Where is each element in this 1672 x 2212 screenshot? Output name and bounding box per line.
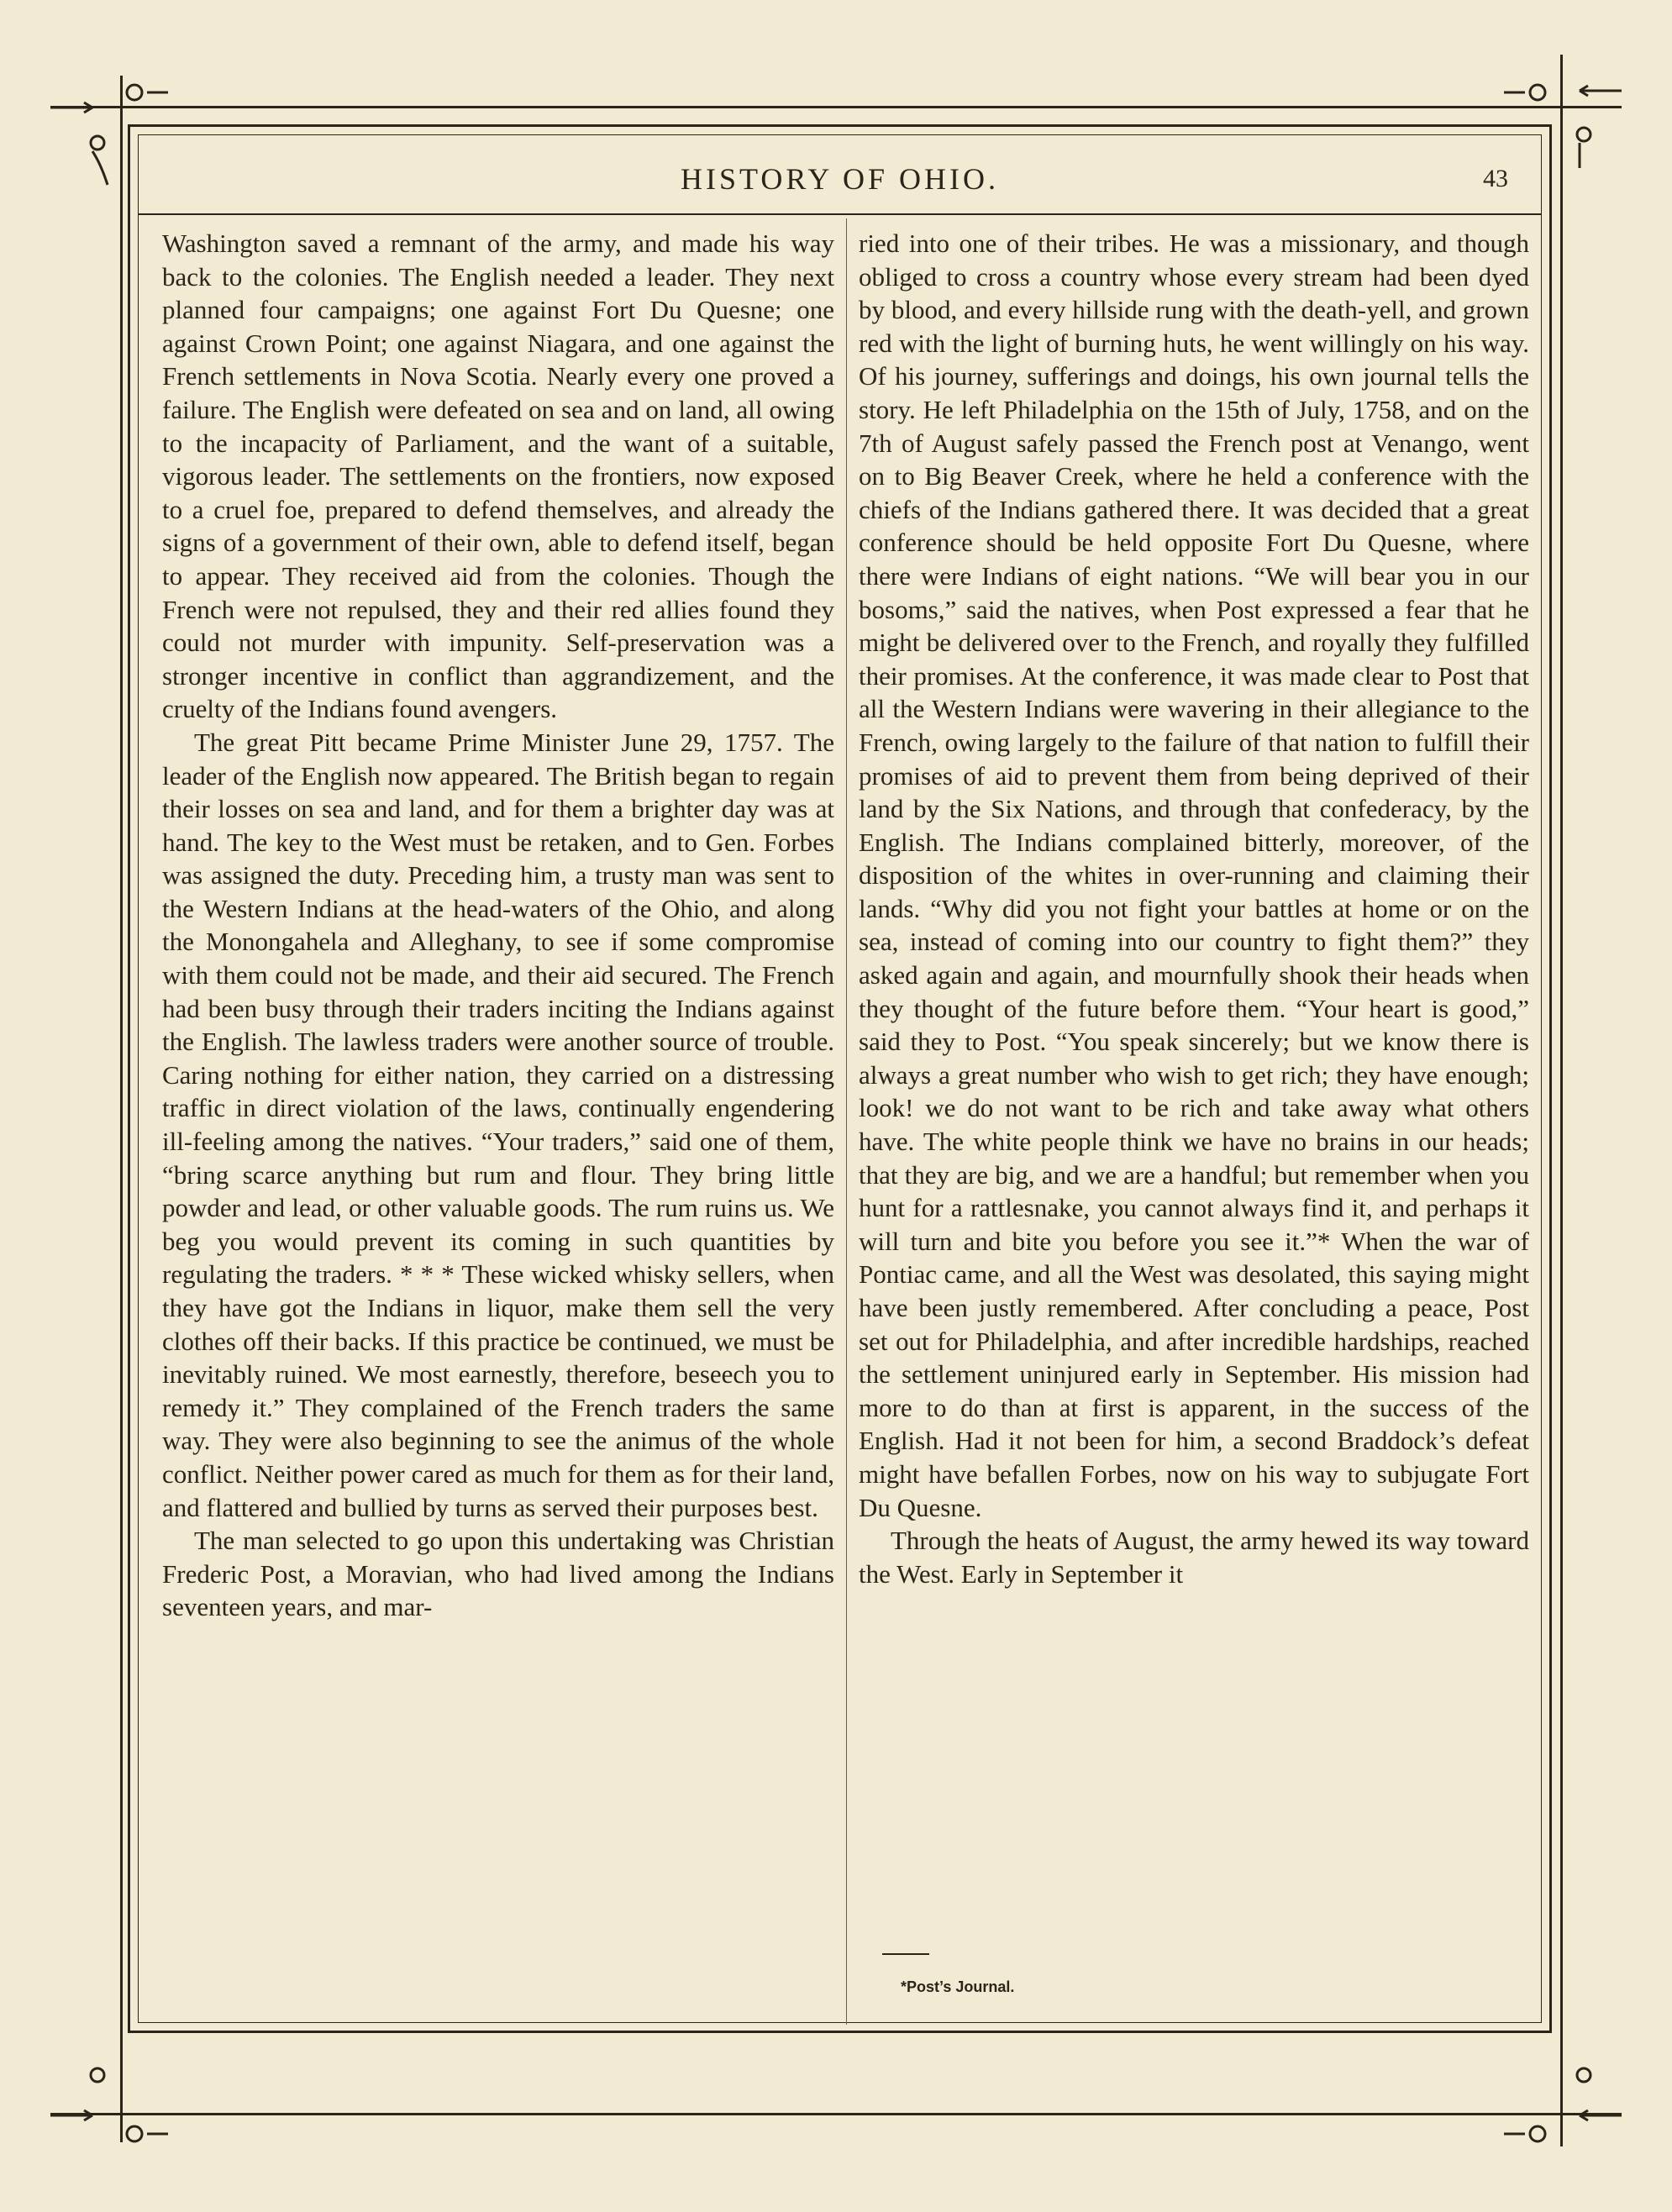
- top-border-rule: [50, 106, 1622, 108]
- running-title: HISTORY OF OHIO.: [680, 162, 1000, 196]
- header-rule: [138, 213, 1542, 215]
- right-column: [859, 227, 1529, 2025]
- footnote-rule: [882, 1953, 929, 1955]
- corner-ornament-icon: [1504, 42, 1630, 168]
- bottom-border-rule: [50, 2113, 1622, 2115]
- paragraph: The great Pitt became Prime Minister June 29, 1757. The leader of the English now appeared. The British began to regain their losses on sea and land, and for them a brighter day was at hand. The key to the West must be retaken, and to Gen. Forbes was assigned the duty. Preceding him, a trusty man was sent to the Western Indians at the head-waters of the Ohio, and along the Monongahela and Alleghany, to see if some compromise with them could not be made, and their aid secured. The French had been busy through their traders inciting the Indians against the English. The lawless traders were another source of trouble. Caring nothing for either nation, they carried on a distressing traffic in direct violation of the laws, continually engendering ill-feeling among the natives. “Your traders,” said one of them, “bring scarce anything but rum and flour. They bring little powder and lead, or other valuable goods. The rum ruins us. We beg you would prevent its coming in such quantities by regulating the traders. * * * These wicked whisky sellers, when they have got the Indians in liquor, make them sell the very clothes off their backs. If this practice be continued, we must be inevitably ruined. We most earnestly, therefore, beseech you to remedy it.” They complained of the French traders the same way. They were also beginning to see the animus of the whole conflict. Neither power cared as much for them as for their land, and flattered and bullied by turns as served their purposes best.: [162, 727, 834, 1522]
- column-divider: [846, 218, 847, 2025]
- corner-ornament-icon: [42, 2050, 168, 2176]
- paragraph: ried into one of their tribes. He was a missionary, and though obliged to cross a country whose every stream had been dyed by blood, and every hillside rung with the death-yell, and grown red with the light of burning huts, he went willingly on his way. Of his journey, sufferings and doings, his own journal tells the story. He left Philadelphia on the 15th of July, 1758, and on the 7th of August safely passed the French post at Venango, went on to Big Beaver Creek, where he held a conference with the chiefs of the Indians gathered there. It was decided that a great conference should be held opposite Fort Du Quesne, where there were Indians of eight nations. “We will bear you in our bosoms,” said the natives, when Post expressed a fear that he might be delivered over to the French, and royally they fulfilled their promises. At the conference, it was made clear to Post that all the Western Indians were wavering in their allegiance to the French, owing largely to the failure of that nation to fulfill their promises of aid to prevent them from being deprived of their land by the Six Nations, and through that confederacy, by the English. The Indians complained bitterly, moreover, of the disposition of the whites in over-running and claiming their lands. “Why did you not fight your battles at home or on the sea, instead of coming into our country to fight them?” they asked again and again, and mournfully shook their heads when they thought of the future before them. “Your heart is good,” said they to Post. “You speak sincerely; but we know there is always a great number who wish to get rich; they have enough; look! we do not want to be rich and take away what others have. The white people think we have no brains in our heads; that they are big, and we are a handful; but remember when you hunt for a rattlesnake, you cannot always find it, and perhaps it will turn and bite you before you see it.”* When the war of Pontiac came, and all the West was desolated, this saying might have been justly remembered. After concluding a peace, Post set out for Philadelphia, and after incredible hardships, reached the settlement uninjured early in September. His mission had more to do than at first is apparent, in the success of the English. Had it not been for him, a second Braddock’s defeat might have befallen Forbes, now on his way to subjugate Fort Du Quesne.: [859, 229, 1529, 1522]
- right-border-rule: [1560, 55, 1563, 2146]
- page-number: 43: [1483, 165, 1508, 192]
- footnote: *Post’s Journal.: [901, 1978, 1015, 1995]
- left-column: [162, 227, 834, 2025]
- paragraph: Washington saved a remnant of the army, and made his way back to the colonies. The English needed a leader. They next planned four campaigns; one against Fort Du Quesne; one against Crown Point; one against Niagara, and one against the French settlements in Nova Scotia. Nearly every one proved a failure. The English were defeated on sea and on land, all owing to the incapacity of Parliament, and the want of a suitable, vigorous leader. The settlements on the frontiers, now exposed to a cruel foe, prepared to defend themselves, and already the signs of a government of their own, able to defend itself, began to appear. They received aid from the colonies. Though the French were not repulsed, they and their red allies found they could not murder with impunity. Self-preservation was a stronger incentive in conflict than aggrandizement, and the cruelty of the Indians found avengers.: [162, 229, 834, 724]
- left-border-rule: [120, 76, 123, 2142]
- paragraph: The man selected to go upon this undertaking was Christian Frederic Post, a Moravian, who had lived among the Indians seventeen years, and mar-: [162, 1526, 834, 1622]
- paragraph: Through the heats of August, the army hewed its way toward the West. Early in September it: [859, 1526, 1529, 1589]
- corner-ornament-icon: [1504, 2050, 1630, 2176]
